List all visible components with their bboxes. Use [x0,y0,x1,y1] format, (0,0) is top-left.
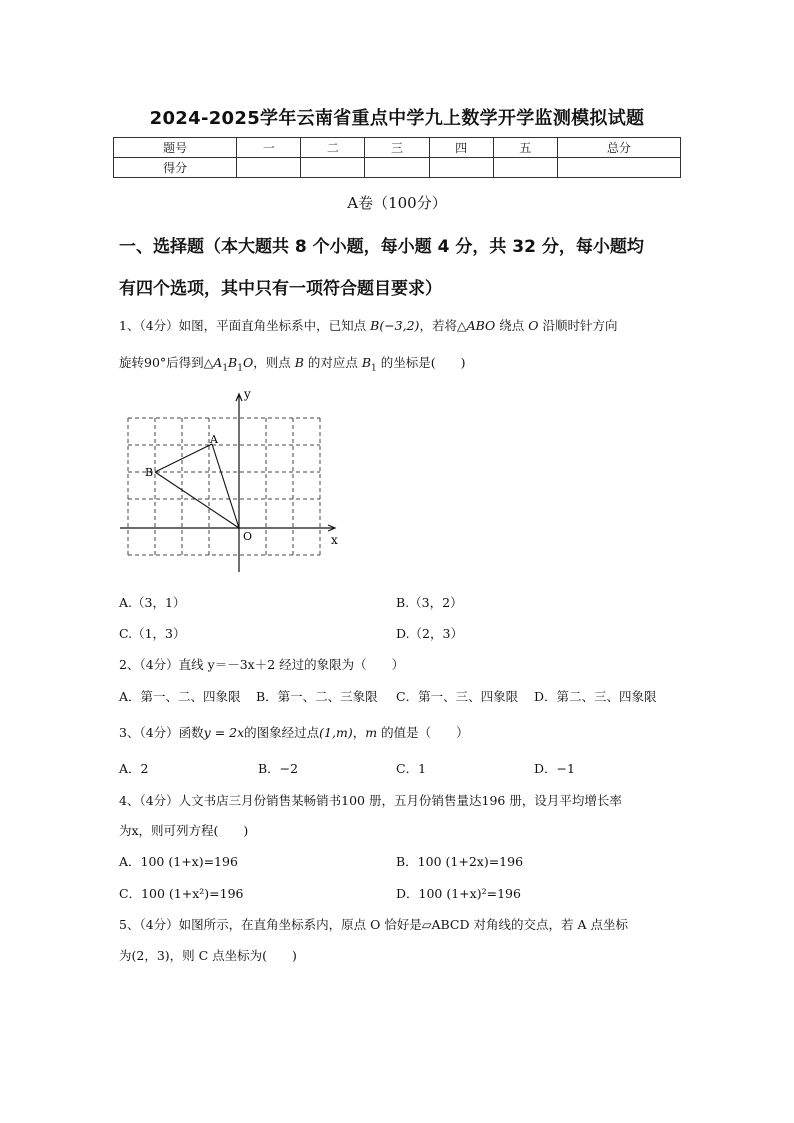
q3-text: 的图象经过点 [244,725,320,740]
q1-text: 沿顺时针方向 [538,318,618,333]
q3-m: m [365,725,378,740]
part1-heading-line1: 一、选择题（本大题共 8 个小题，每小题 4 分，共 32 分，每小题均 [119,237,644,257]
q1-option-c[interactable]: C.（1，3） [119,626,186,641]
q1-option-d[interactable]: D.（2，3） [396,626,463,641]
q1-text: 1、（4分）如图，平面直角坐标系中，已知点 [119,318,371,333]
score-cell[interactable] [237,158,301,178]
score-header-cell: 二 [301,138,365,158]
q4-option-d[interactable]: D．100 (1+x)²=196 [396,886,521,901]
q2-option-a[interactable]: A．第一、二、四象限 [119,689,241,704]
score-cell[interactable] [557,158,680,178]
score-header-cell: 总分 [557,138,680,158]
q1-sub: 1 [237,363,243,374]
q1-text: 的对应点 [303,355,362,370]
triangle-abo [155,444,239,528]
q1-sub: 1 [371,363,377,374]
score-row-label: 得分 [114,158,237,178]
q2-option-c[interactable]: C．第一、三、四象限 [396,689,519,704]
q1-option-a[interactable]: A.（3，1） [119,595,186,610]
q3-stem [119,724,469,742]
q4-stem-line1: 4、（4分）人文书店三月份销售某畅销书100 册，五月份销售量达196 册，设月平均增长率 [119,793,622,808]
score-cell[interactable] [429,158,493,178]
point-a-label: A [210,433,218,446]
q1-stem-line2 [119,354,466,378]
q4-stem-line2: 为x，则可列方程( ) [119,823,249,838]
part1-heading-line2: 有四个选项，其中只有一项符合题目要求） [119,279,442,299]
q1-point-b: B [370,318,380,333]
q1-text: ，则点 [253,355,295,370]
q1-b1: B [228,355,238,370]
x-axis-label: x [331,533,338,547]
section-a-heading: A卷（100分） [347,194,447,212]
q3-function: y = 2x [203,725,245,740]
q3-text: 3、（4分）函数 [119,725,204,740]
exam-title: 2024-2025学年云南省重点中学九上数学开学监测模拟试题 [149,108,645,129]
score-header-cell: 题号 [114,138,237,158]
q1-triangle: ABO [466,318,496,333]
q1-coordinate-figure [116,386,346,576]
q1-b1-ref: B [361,355,372,370]
q1-b: B [294,355,304,370]
q1-coord: (−3,2) [379,318,420,333]
q1-text: 旋转90°后得到△ [119,355,214,370]
score-cell[interactable] [301,158,365,178]
origin-label: O [243,530,253,543]
grid-lines [128,418,320,555]
q1-sub: 1 [222,363,229,374]
q5-stem-line1: 5、（4分）如图所示，在直角坐标系内，原点 O 恰好是▱ABCD 对角线的交点，若 A 点坐标 [119,917,628,932]
q1-text: ，若将△ [419,318,467,333]
score-header-cell: 四 [429,138,493,158]
score-table-score-row [114,158,681,178]
q3-option-c[interactable]: C．1 [396,761,427,776]
q3-option-a[interactable]: A．2 [119,761,149,776]
score-header-cell: 三 [365,138,429,158]
y-axis-label: y [244,387,251,401]
q1-a1: A [213,355,223,370]
score-table-header-row [114,138,681,158]
score-cell[interactable] [493,158,557,178]
q3-option-d[interactable]: D．−1 [534,761,575,776]
q1-point-o: O [528,318,539,333]
q2-option-d[interactable]: D．第二、三、四象限 [534,689,657,704]
score-cell[interactable] [365,158,429,178]
q5-stem-line2: 为(2，3)，则 C 点坐标为( ) [119,948,297,963]
q1-stem-line1 [119,317,617,335]
q4-option-c[interactable]: C．100 (1+x²)=196 [119,886,244,901]
q3-text: 的值是（ ） [377,725,469,740]
score-table [113,137,681,178]
q3-option-b[interactable]: B．−2 [258,761,299,776]
q1-text: 的坐标是( ) [376,355,466,370]
q1-o: O [242,355,254,370]
point-b-label: B [145,466,154,479]
q4-option-a[interactable]: A．100 (1+x)=196 [119,854,238,869]
q2-stem: 2、（4分）直线 y＝－3x＋2 经过的象限为（ ） [119,657,405,672]
q3-text: ， [352,725,366,740]
q2-option-b[interactable]: B．第一、二、三象限 [256,689,378,704]
q3-point: (1,m) [319,725,353,740]
q4-option-b[interactable]: B．100 (1+2x)=196 [396,854,524,869]
q1-option-b[interactable]: B.（3，2） [396,595,463,610]
score-header-cell: 五 [493,138,557,158]
score-header-cell: 一 [237,138,301,158]
q1-text: 绕点 [495,318,529,333]
